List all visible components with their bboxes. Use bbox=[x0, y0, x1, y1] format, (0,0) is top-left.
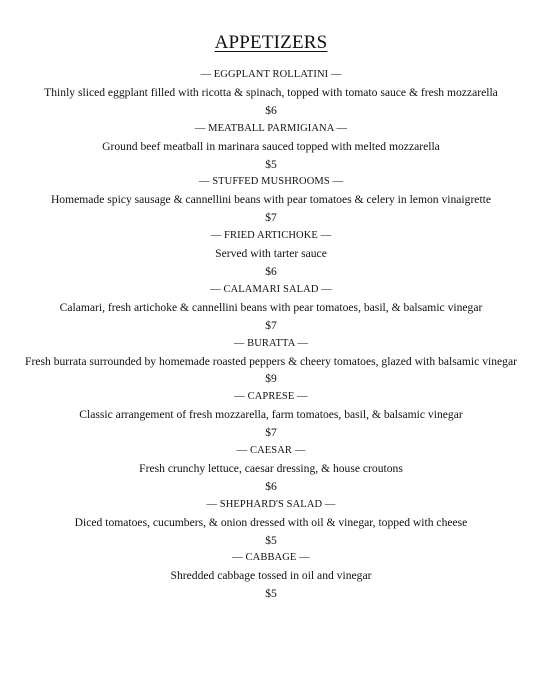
menu-item-description: Thinly sliced eggplant filled with ricotta & spinach, topped with tomato sauce & fresh mozzarella bbox=[44, 85, 498, 99]
menu-item bbox=[14, 549, 528, 603]
menu-item-description: Calamari, fresh artichoke & cannellini beans with pear tomatoes, basil, & balsamic vinegar bbox=[59, 300, 483, 314]
menu-item-name: — CALAMARI SALAD — bbox=[210, 283, 332, 295]
menu-item-description: Shredded cabbage tossed in oil and vinegar bbox=[170, 569, 372, 583]
menu-item-description: Ground beef meatball in marinara sauced topped with melted mozzarella bbox=[102, 139, 440, 153]
menu-item-price: $6 bbox=[265, 103, 277, 117]
menu-item-price: $7 bbox=[265, 426, 277, 440]
menu-item-description: Fresh crunchy lettuce, caesar dressing, & house croutons bbox=[139, 461, 403, 475]
menu-item-price: $9 bbox=[265, 372, 277, 386]
menu-item-price: $7 bbox=[265, 318, 277, 332]
menu-item bbox=[14, 173, 528, 227]
menu-item bbox=[14, 388, 528, 442]
menu-item-price: $6 bbox=[265, 264, 277, 278]
menu-item-name: — CAESAR — bbox=[236, 445, 306, 457]
menu-section-title bbox=[0, 31, 542, 55]
menu-item-name: — EGGPLANT ROLLATINI — bbox=[200, 69, 342, 80]
menu-item-description: Homemade spicy sausage & cannellini beans with pear tomatoes & celery in lemon vinaigrette bbox=[50, 193, 492, 207]
appetizer-list bbox=[14, 66, 528, 603]
menu-item-name: — FRIED ARTICHOKE — bbox=[210, 230, 332, 242]
menu-item-description: Fresh burrata surrounded by homemade roasted peppers & cheery tomatoes, glazed with balsamic vinegar bbox=[25, 354, 517, 368]
menu-item-price: $6 bbox=[265, 479, 277, 493]
menu-item-price: $5 bbox=[265, 587, 277, 601]
menu-item bbox=[14, 335, 528, 389]
menu-item-price: $7 bbox=[265, 211, 277, 225]
menu-item-name: — BURATTA — bbox=[233, 337, 309, 349]
menu-item-description: Diced tomatoes, cucumbers, & onion dressed with oil & vinegar, topped with cheese bbox=[74, 515, 468, 529]
menu-item bbox=[14, 281, 528, 335]
menu-item-description: Classic arrangement of fresh mozzarella, farm tomatoes, basil, & balsamic vinegar bbox=[79, 408, 463, 422]
menu-item bbox=[14, 66, 528, 120]
menu-item bbox=[14, 442, 528, 496]
menu-item bbox=[14, 120, 528, 174]
menu-item-price: $5 bbox=[265, 533, 277, 547]
menu-item bbox=[14, 496, 528, 550]
menu-item-price: $5 bbox=[265, 157, 277, 171]
menu-item-name: — MEATBALL PARMIGIANA — bbox=[194, 122, 348, 134]
menu-item-name: — CAPRESE — bbox=[234, 391, 308, 403]
menu-item bbox=[14, 227, 528, 281]
menu-item-name: — SHEPHARD'S SALAD — bbox=[206, 498, 336, 510]
menu-item-name: — STUFFED MUSHROOMS — bbox=[198, 176, 344, 188]
menu-section-title-text: APPETIZERS bbox=[214, 32, 328, 53]
menu-item-description: Served with tarter sauce bbox=[215, 247, 327, 261]
menu-item-name: — CABBAGE — bbox=[232, 552, 310, 564]
